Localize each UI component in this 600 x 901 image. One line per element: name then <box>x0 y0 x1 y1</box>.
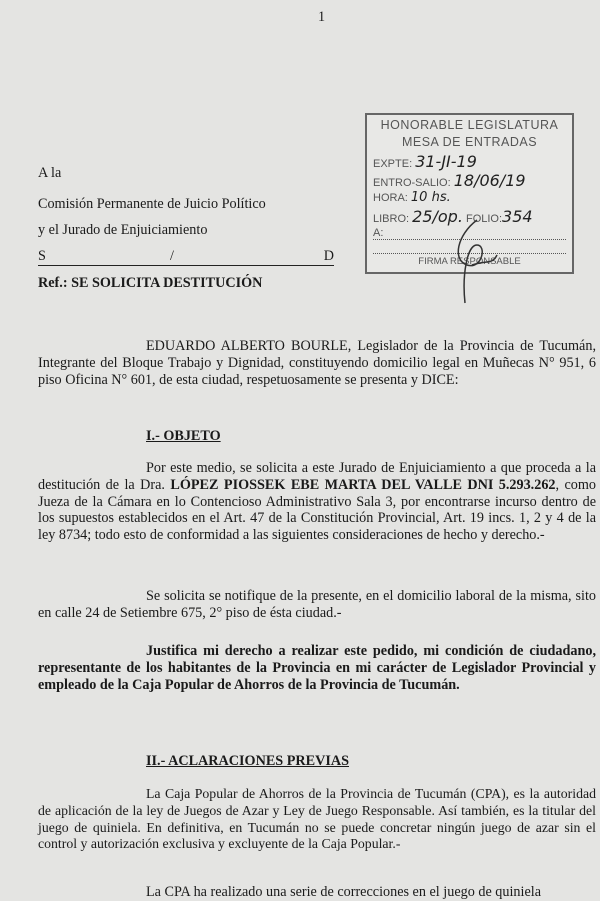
signature-icon <box>447 215 507 305</box>
firma-label: FIRMA RESPONSABLE <box>418 256 521 267</box>
hora-label: HORA: <box>373 192 408 204</box>
expte-label: EXPTE: <box>373 158 413 170</box>
folio-label: FOLIO: <box>465 213 503 225</box>
page-number: 1 <box>318 9 326 25</box>
section-2-heading: II.- ACLARACIONES PREVIAS <box>146 753 349 769</box>
libro-label: LIBRO: <box>373 213 410 225</box>
entro-label: ENTRO-SALIO: <box>373 177 451 189</box>
section-1-heading: I.- OBJETO <box>146 428 221 444</box>
section-2-paragraph-1: La Caja Popular de Ahorros de la Provincia de Tucumán (CPA), es la autoridad de aplicación de la ley de Juegos de Azar y Ley de Juego Responsable. Así también, es la titular del juego de quiniela. En definitiva, en Tucumán no se puede concretar ningún juego de azar sin el control y autorización exclusiva y excluyente de la Caja Popular.- <box>38 786 596 852</box>
s-letter: S <box>38 248 46 264</box>
d-letter: D <box>323 248 334 264</box>
intro-paragraph: EDUARDO ALBERTO BOURLE, Legislador de la Provincia de Tucumán, Integrante del Bloque Trabajo y Dignidad, constituyendo domicilio legal en Muñecas N° 951, 6 piso Oficina N° 601, de esta ciudad, respetuosamente se presenta y DICE: <box>38 338 596 388</box>
stamp-title-2: MESA DE ENTRADAS <box>401 135 538 149</box>
stamp-title-1: HONORABLE LEGISLATURA <box>380 118 559 132</box>
slash: / <box>170 248 174 264</box>
section-1-paragraph-3: Justifica mi derecho a realizar este pedido, mi condición de ciudadano, representante de los habitantes de la Provincia en mi carácter de Legislador Provincial y empleado de la Caja Popular de Ahorros de la Provincia de Tucumán. <box>38 643 596 693</box>
reception-stamp <box>365 113 574 274</box>
section-2-paragraph-2: La CPA ha realizado una serie de correcciones en el juego de quiniela <box>146 884 541 900</box>
a-label: A: <box>373 227 384 239</box>
section-1-paragraph-2: Se solicita se notifique de la presente, en el domicilio laboral de la misma, sito en calle 24 de Setiembre 675, 2° piso de ésta ciudad.- <box>38 588 596 621</box>
section-1-paragraph-1 <box>38 460 596 544</box>
p1-text: Por este medio, se solicita a este Jurado de Enjuiciamiento a que proceda a la destitución de la Dra. <box>38 460 596 493</box>
folio-value: 354 <box>502 207 533 226</box>
recipient-line-2: Comisión Permanente de Juicio Político <box>38 196 266 212</box>
hora-value: 10 hs. <box>410 190 451 205</box>
entro-value: 18/06/19 <box>453 171 526 190</box>
salutation-line <box>38 248 334 266</box>
judge-name: LÓPEZ PIOSSEK EBE MARTA DEL VALLE DNI 5.293.262 <box>170 476 556 493</box>
p1-text-2: , como Jueza de la Cámara en lo Contencioso Administrativo Sala 3, por encontrarse incurso dentro de los supuestos establecidos en el Art. 47 de la Constitución Provincial, Art. 19 incs. 1, 2 y 4 de la ley 8734; todo esto de conformidad a las siguientes consideraciones de hecho y derecho.- <box>38 476 597 544</box>
reference: Ref.: SE SOLICITA DESTITUCIÓN <box>38 275 263 291</box>
recipient-line-3: y el Jurado de Enjuiciamiento <box>38 222 208 238</box>
recipient-line-1: A la <box>38 165 62 181</box>
expte-value: 31-JI-19 <box>415 152 477 171</box>
libro-value: 25/op. <box>412 207 463 226</box>
